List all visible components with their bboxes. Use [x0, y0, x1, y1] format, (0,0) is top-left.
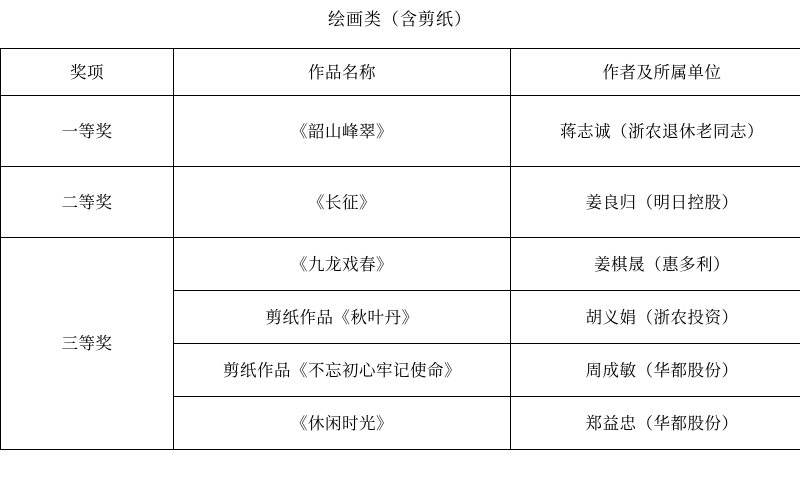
table-row [1, 238, 800, 291]
table-row [1, 167, 800, 238]
work-title: 剪纸作品《不忘初心牢记使命》 [174, 344, 511, 397]
award-label-third-prize: 三等奖 [1, 238, 174, 450]
table-header-row [1, 49, 800, 96]
work-title: 《韶山峰翠》 [174, 96, 511, 167]
page-title: 绘画类（含剪纸） [328, 10, 472, 30]
work-title: 《九龙戏春》 [174, 238, 511, 291]
work-title: 《长征》 [174, 167, 511, 238]
column-header-award: 奖项 [1, 49, 174, 96]
award-label-second-prize: 二等奖 [1, 167, 174, 238]
author-unit: 蒋志诚（浙农退休老同志） [511, 96, 800, 167]
author-unit: 姜棋晟（惠多利） [511, 238, 800, 291]
column-header-work: 作品名称 [174, 49, 511, 96]
author-unit: 郑益忠（华都股份） [511, 397, 800, 450]
author-unit: 姜良归（明日控股） [511, 167, 800, 238]
table-row [1, 96, 800, 167]
column-header-author: 作者及所属单位 [511, 49, 800, 96]
work-title: 剪纸作品《秋叶丹》 [174, 291, 511, 344]
author-unit: 胡义娟（浙农投资） [511, 291, 800, 344]
award-table [0, 48, 800, 450]
award-label-first-prize: 一等奖 [1, 96, 174, 167]
author-unit: 周成敏（华都股份） [511, 344, 800, 397]
work-title: 《休闲时光》 [174, 397, 511, 450]
